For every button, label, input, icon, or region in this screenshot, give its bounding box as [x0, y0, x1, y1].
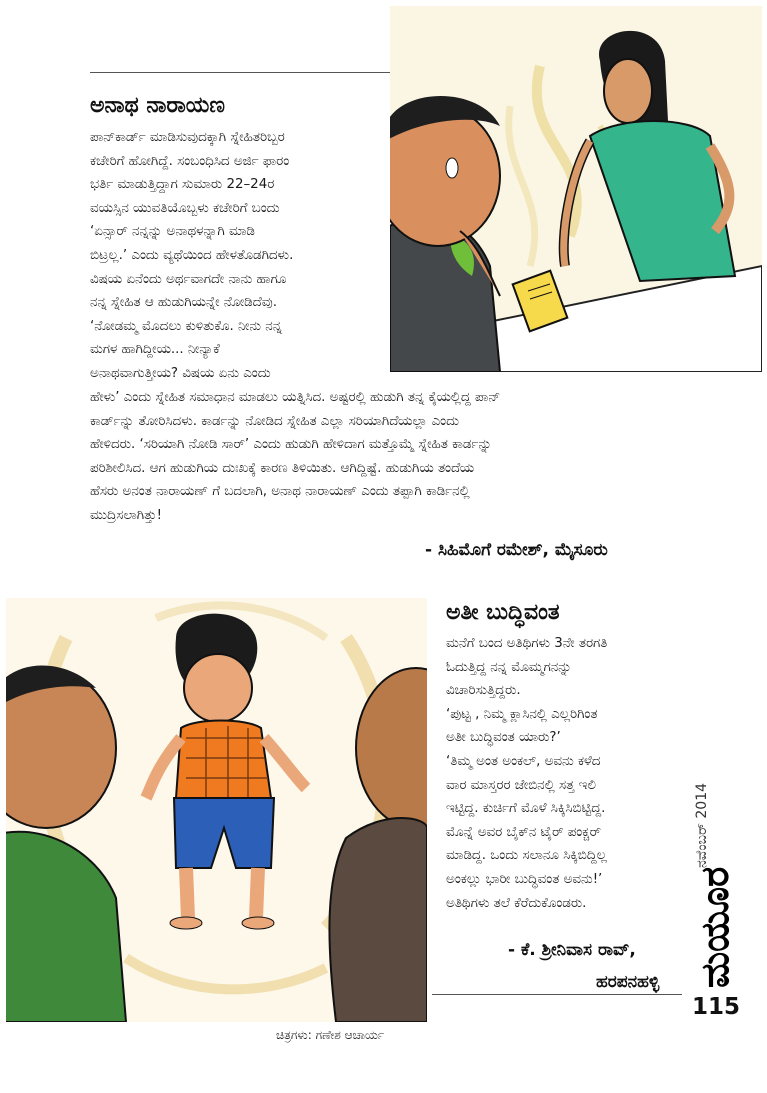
story1-line: ಮಗಳ ಹಾಗಿದ್ದೀಯ... ನೀನ್ಯಾಕೆ [90, 342, 220, 358]
story2-line: ಅತಿಥಿಗಳು ತಲೆ ಕೆರೆದುಕೊಂಡರು. [446, 895, 587, 911]
story2-line: ವಾರ ಮಾಸ್ತರರ ಜೇಬಿನಲ್ಲಿ ಸತ್ತ ಇಲಿ [446, 777, 596, 793]
story1-line: ಹೇಳು’ ಎಂದು ಸ್ನೇಹಿತ ಸಮಾಧಾನ ಮಾಡಲು ಯತ್ನಿಸಿದ. ಅಷ್ಟರಲ್ಲಿ ಹುಡುಗಿ ತನ್ನ ಕೈಯಲ್ಲಿದ್ದ ಪಾನ್ [90, 390, 501, 405]
bottom-rule [432, 994, 682, 995]
issue-date: ನವೆಂಬರ್ 2014 [694, 782, 710, 868]
story2-line: ಓದುತ್ತಿದ್ದ ನನ್ನ ಮೊಮ್ಮಗನನ್ನು [446, 659, 572, 675]
story2-line: ಮನೆಗೆ ಬಂದ ಅತಿಥಿಗಳು 3ನೇ ತರಗತಿ [446, 636, 608, 651]
story1-body-full [90, 386, 730, 528]
story2-body [446, 632, 686, 915]
illustration-credit: ಚಿತ್ರಗಳು: ಗಣೇಶ ಆಚಾರ್ಯ [276, 1028, 385, 1042]
story1-line: ಪಾನ್‌ಕಾರ್ಡ್ ಮಾಡಿಸುವುದಕ್ಕಾಗಿ ಸ್ನೇಹಿತರಿಬ್ಬರ [90, 130, 285, 145]
story1-line: ಪರಿಶೀಲಿಸಿದ. ಆಗ ಹುಡುಗಿಯ ದುಃಖಕ್ಕೆ ಕಾರಣ ತಿಳಿಯಿತು. ಆಗಿದ್ದಿಷ್ಟೆ. ಹುಡುಗಿಯ ತಂದೆಯ [90, 460, 475, 476]
story2-line: ‘ತಿಮ್ಮ ಅಂತ ಅಂಕಲ್, ಅವನು ಕಳೆದ [446, 753, 601, 769]
story1-line: ‘ಏನ್ಸಾರ್ ನನ್ನನ್ನು ಅನಾಥಳನ್ನಾಗಿ ಮಾಡಿ [90, 224, 255, 240]
story1-title: ಅನಾಥ ನಾರಾಯಣ [90, 93, 225, 118]
story2-byline-name: - ಕೆ. ಶ್ರೀನಿವಾಸ ರಾವ್, [508, 940, 636, 960]
story2-line: ಇಟ್ಟಿದ್ದ. ಕುರ್ಚಿಗೆ ಮೊಳೆ ಸಿಕ್ಕಿಸಿಬಿಟ್ಟಿದ್ದ. [446, 801, 606, 817]
story1-line: ಕಾರ್ಡ್‌ನ್ನು ತೋರಿಸಿದಳು. ಕಾರ್ಡನ್ನು ನೋಡಿದ ಸ್ನೇಹಿತ ಎಲ್ಲಾ ಸರಿಯಾಗಿದೆಯಲ್ಲಾ ಎಂದು [90, 413, 460, 429]
story1-byline: - ಸಿಹಿಮೊಗೆ ರಮೇಶ್, ಮೈಸೂರು [425, 540, 608, 560]
story1-line: ಬಿಟ್ರಲ್ಲ.’ ಎಂದು ವ್ಯಥೆಯಿಂದ ಹೇಳತೊಡಗಿದಳು. [90, 247, 294, 263]
illustration-pan-card-svg [390, 6, 762, 372]
story1-line: ಮುದ್ರಿಸಲಾಗಿತ್ತು! [90, 507, 162, 523]
story2-line: ‘ಪುಟ್ಟ , ನಿಮ್ಮ ಕ್ಲಾಸಿನಲ್ಲಿ ಎಲ್ಲರಿಗಿಂತ [446, 706, 598, 722]
story1-line: ವಿಷಯ ಏನೆಂದು ಅರ್ಥವಾಗದೇ ನಾನು ಹಾಗೂ [90, 271, 287, 287]
magazine-logo: ಮಯೂರ [692, 866, 737, 988]
story1-line: ಹೆಸರು ಅನಂತ ನಾರಾಯಣ್ ಗೆ ಬದಲಾಗಿ, ಅನಾಥ ನಾರಾಯಣ್ ಎಂದು ತಪ್ಪಾಗಿ ಕಾರ್ಡಿನಲ್ಲಿ [90, 484, 470, 500]
story2-line: ಮೊನ್ನೆ ಅವರ ಬೈಕ್‌ನ ಟೈರ್ ಪಂಕ್ಚರ್ [446, 824, 602, 840]
story2-title: ಅತೀ ಬುದ್ಧಿವಂತ [446, 600, 560, 625]
story2-byline-place: ಹರಪನಹಳ್ಳಿ [596, 972, 660, 992]
story2-line: ಅತೀ ಬುದ್ಧಿವಂತ ಯಾರು?’ [446, 730, 561, 746]
story1-line: ನನ್ನ ಸ್ನೇಹಿತ ಆ ಹುಡುಗಿಯನ್ನೇ ನೋಡಿದೆವು. [90, 295, 277, 311]
illustration-smart-boy-svg [6, 598, 427, 1022]
story2-line: ಮಾಡಿದ್ದ. ಒಂದು ಸಲಾನೂ ಸಿಕ್ಕಿಬಿದ್ದಿಲ್ಲ [446, 848, 607, 864]
story1-line: ಹೇಳಿದರು. ‘ಸರಿಯಾಗಿ ನೋಡಿ ಸಾರ್’ ಎಂದು ಹುಡುಗಿ ಹೇಳಿದಾಗ ಮತ್ತೊಮ್ಮೆ ಸ್ನೇಹಿತ ಕಾರ್ಡನ್ನು [90, 437, 492, 453]
story2-line: ಅಂಕಲ್ಲು ಭಾರೀ ಬುದ್ಧಿವಂತ ಅವನು!’ [446, 871, 603, 887]
story1-line: ‘ನೋಡಮ್ಮ ಮೊದಲು ಕುಳಿತುಕೊ. ನೀನು ನನ್ನ [90, 318, 283, 334]
story1-line: ಕಚೇರಿಗೆ ಹೋಗಿದ್ದೆ. ಸಂಬಂಧಿಸಿದ ಅರ್ಜಿ ಫಾರಂ [90, 153, 290, 169]
page-number: 115 [692, 994, 741, 1020]
illustration-pan-card-scene [390, 6, 762, 372]
story1-line: ಅನಾಥವಾಗುತ್ತೀಯ? ವಿಷಯ ಏನು ಎಂದು [90, 365, 271, 381]
story2-line: ವಿಚಾರಿಸುತ್ತಿದ್ದರು. [446, 683, 521, 699]
illustration-smart-boy-scene [6, 598, 427, 1022]
story1-body-left [90, 126, 390, 386]
top-rule [90, 72, 390, 73]
story1-line: ಭರ್ತಿ ಮಾಡುತ್ತಿದ್ದಾಗ ಸುಮಾರು 22–24ರ [90, 177, 275, 193]
story1-line: ವಯಸ್ಸಿನ ಯುವತಿಯೊಬ್ಬಳು ಕಚೇರಿಗೆ ಬಂದು [90, 200, 280, 216]
